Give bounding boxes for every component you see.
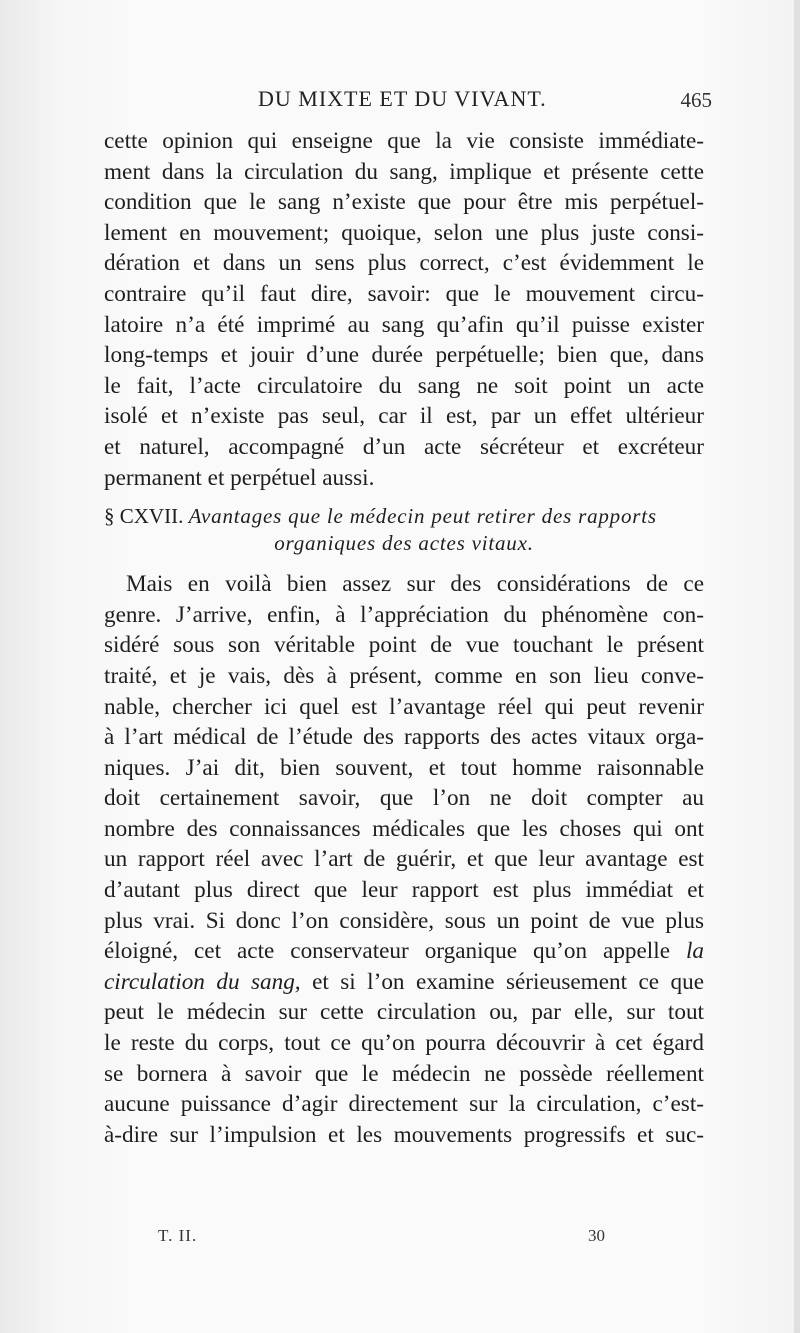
- text-line: ment dans la circulation du sang, implique et présente cette: [104, 158, 704, 185]
- text-line: plus vrai. Si donc l’on considère, sous un point de vue plus: [104, 907, 704, 934]
- text-line: niques. J’ai dit, bien souvent, et tout homme raisonnable: [104, 754, 704, 781]
- section-title-line-2: organiques des actes vitaux.: [274, 531, 534, 556]
- section-title-line-1: Avantages que le médecin peut retirer des rapports: [188, 504, 657, 529]
- text-line: contraire qu’il faut dire, savoir: que le mouvement circu-: [104, 280, 704, 307]
- text-line: dération et dans un sens plus correct, c’est évidemment le: [104, 250, 704, 277]
- text-line: d’autant plus direct que leur rapport est plus immédiat et: [104, 877, 704, 904]
- text-line: traité, et je vais, dès à présent, comme en son lieu conve-: [104, 662, 704, 689]
- text-line: lement en mouvement; quoique, selon une plus juste consi-: [104, 219, 704, 246]
- text-line: nombre des connaissances médicales que les choses qui ont: [104, 815, 704, 842]
- text-line: se bornera à savoir que le médecin ne possède réellement: [104, 1060, 704, 1087]
- text-line: cette opinion qui enseigne que la vie consiste immédiate-: [104, 128, 704, 154]
- text-line: et naturel, accompagné d’un acte sécréteur et excréteur: [104, 433, 704, 460]
- text-line: le reste du corps, tout ce qu’on pourra découvrir à cet égard: [104, 1030, 704, 1057]
- section-heading: [104, 503, 704, 557]
- text-line: un rapport réel avec l’art de guérir, et que leur avantage est: [104, 846, 704, 873]
- text-line: nable, chercher ici quel est l’avantage réel qui peut revenir: [104, 693, 704, 720]
- italic-run: circulation du sang,: [104, 968, 301, 995]
- text-line: long-temps et jouir d’une durée perpétuelle; bien que, dans: [104, 342, 704, 369]
- page-header: [0, 82, 800, 116]
- text-line: sidéré sous son véritable point de vue touchant le présent: [104, 632, 704, 659]
- sheet-number: 30: [588, 1226, 605, 1245]
- volume-signature: T. II.: [158, 1226, 198, 1245]
- text-line: latoire n’a été imprimé au sang qu’afin qu’il puisse exister: [104, 311, 704, 338]
- paragraph-1: [104, 126, 704, 493]
- text-line: condition que le sang n’existe que pour être mis perpétuel-: [104, 189, 704, 216]
- text-line: aucune puissance d’agir directement sur la circulation, c’est-: [104, 1091, 704, 1118]
- page-edge-shadow: [794, 0, 800, 1333]
- page-number: 465: [680, 88, 712, 112]
- text-run: et si l’on examine sérieusement ce que: [312, 968, 704, 995]
- page-footer: [0, 1222, 800, 1252]
- text-line: genre. J’arrive, enfin, à l’appréciation du phénomène con-: [104, 601, 704, 628]
- text-line: à-dire sur l’impulsion et les mouvements progressifs et suc-: [104, 1121, 704, 1148]
- paragraph-2: [104, 569, 704, 1150]
- text-line: isolé et n’existe pas seul, car il est, par un effet ultérieur: [104, 403, 704, 430]
- text-line: permanent et perpétuel aussi.: [104, 464, 375, 491]
- body-text: [104, 126, 704, 1150]
- section-number: § CXVII.: [104, 504, 184, 529]
- text-line: [104, 936, 704, 967]
- text-run: éloigné, cet acte conservateur organique qu’on appelle: [104, 938, 670, 965]
- running-title: DU MIXTE ET DU VIVANT.: [258, 86, 547, 111]
- text-line: peut le médecin sur cette circulation ou, par elle, sur tout: [104, 999, 704, 1026]
- text-line: doit certainement savoir, que l’on ne doit compter au: [104, 785, 704, 812]
- text-line: Mais en voilà bien assez sur des considérations de ce: [126, 571, 704, 598]
- text-line: à l’art médical de l’étude des rapports des actes vitaux orga-: [104, 724, 704, 751]
- text-line: le fait, l’acte circulatoire du sang ne soit point un acte: [104, 372, 704, 399]
- text-line: [104, 967, 704, 998]
- italic-run: la: [685, 938, 704, 965]
